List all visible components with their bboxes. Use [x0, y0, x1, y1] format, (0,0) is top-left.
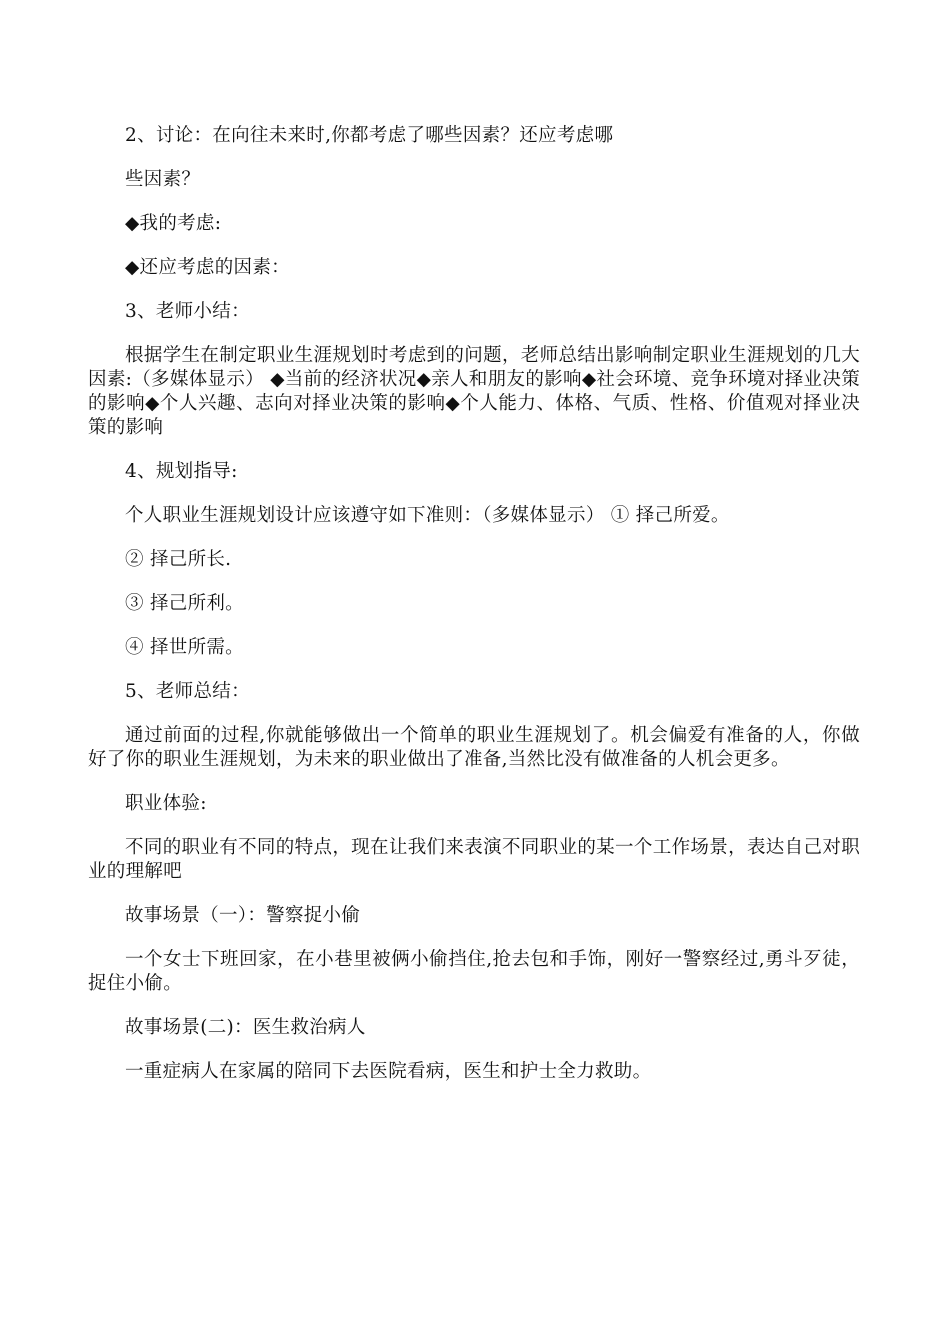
scene-1-heading: 故事场景（一）：警察捉小偷	[125, 905, 361, 926]
other-considerations: ◆还应考虑的因素：	[125, 257, 290, 278]
principle-4: ④ 择世所需。	[125, 637, 244, 658]
principle-2: ② 择己所长.	[125, 549, 232, 570]
planning-guidance-heading: 4、规划指导:	[125, 461, 238, 482]
discussion-heading-line1: 2、讨论：在向往未来时,你都考虑了哪些因素？还应考虑哪	[125, 125, 614, 146]
career-experience-heading: 职业体验:	[125, 793, 207, 814]
factors-paragraph: 根据学生在制定职业生涯规划时考虑到的问题，老师总结出影响制定职业生涯规划的几大因素:（多媒体显示） ◆当前的经济状况◆亲人和朋友的影响◆社会环境、竞争环境对择业决策的影响◆个人兴趣、志向对择业决策的影响◆个人能力、体格、气质、性格、价值观对择业决策的影响	[88, 345, 860, 438]
conclusion-paragraph: 通过前面的过程,你就能够做出一个简单的职业生涯规划了。机会偏爱有准备的人，你做好了你的职业生涯规划，为未来的职业做出了准备,当然比没有做准备的人机会更多。	[88, 725, 860, 770]
scene-2-heading: 故事场景(二)：医生救治病人	[125, 1017, 366, 1038]
career-experience-paragraph: 不同的职业有不同的特点，现在让我们来表演不同职业的某一个工作场景，表达自己对职业的理解吧	[88, 837, 860, 882]
discussion-heading-line2: 些因素？	[125, 169, 201, 190]
scene-2-paragraph: 一重症病人在家属的陪同下去医院看病，医生和护士全力救助。	[125, 1061, 652, 1082]
principles-intro: 个人职业生涯规划设计应该遵守如下准则：（多媒体显示） ① 择己所爱。	[125, 505, 730, 526]
principle-3: ③ 择己所利。	[125, 593, 244, 614]
teacher-summary-heading: 3、老师小结：	[125, 301, 250, 322]
teacher-conclusion-heading: 5、老师总结：	[125, 681, 250, 702]
scene-1-paragraph: 一个女士下班回家，在小巷里被俩小偷挡住,抢去包和手饰，刚好一警察经过,勇斗歹徒，捉住小偷。	[88, 949, 860, 994]
my-considerations: ◆我的考虑:	[125, 213, 222, 234]
document-page	[88, 124, 860, 1104]
